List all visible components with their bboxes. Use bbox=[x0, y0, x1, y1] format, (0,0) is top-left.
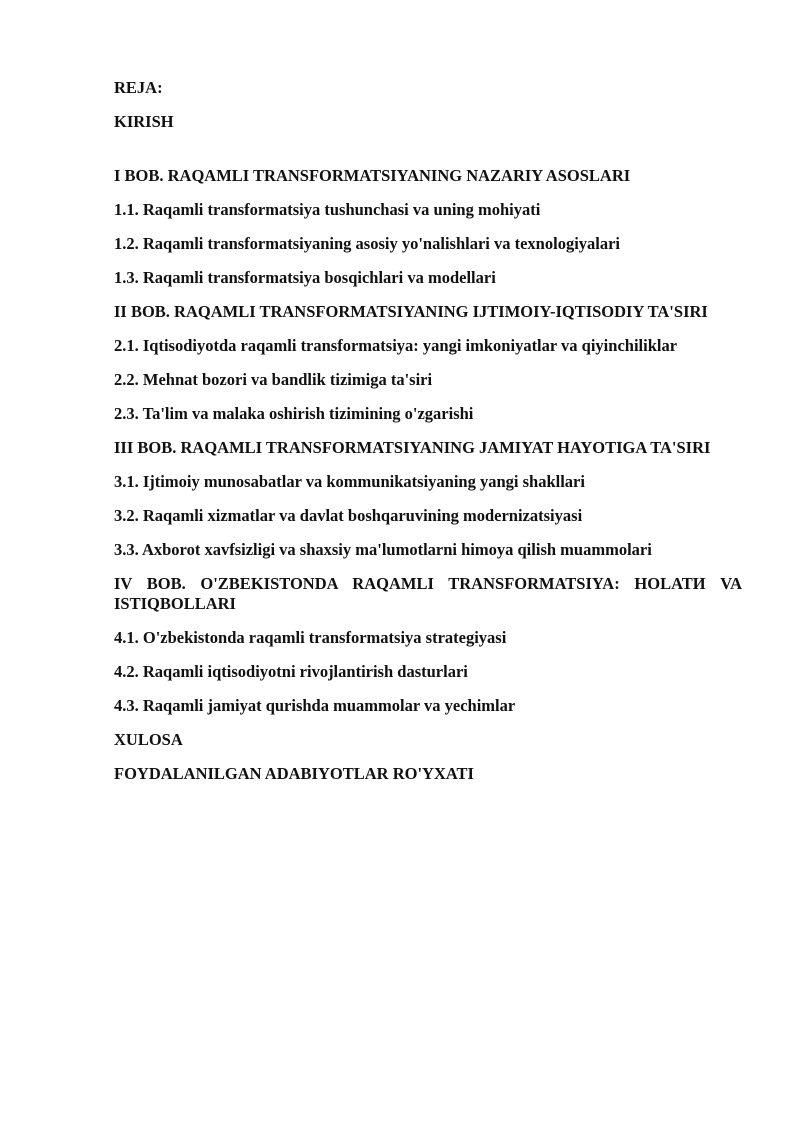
toc-entry: 1.3. Raqamli transformatsiya bosqichlari va modellari bbox=[114, 268, 496, 287]
toc-entry: 2.3. Ta'lim va malaka oshirish tizimining o'zgarishi bbox=[114, 404, 474, 423]
toc-entry: 4.3. Raqamli jamiyat qurishda muammolar va yechimlar bbox=[114, 696, 516, 715]
toc-entry: I BOB. RAQAMLI TRANSFORMATSIYANING NAZARIY ASOSLARI bbox=[114, 166, 631, 185]
toc-entry: XULOSA bbox=[114, 730, 183, 749]
toc-entry: FOYDALANILGAN ADABIYOTLAR RO'YXATI bbox=[114, 764, 474, 783]
toc-entry: KIRISH bbox=[114, 112, 174, 131]
toc-entry: 3.1. Ijtimoiy munosabatlar va kommunikatsiyaning yangi shakllari bbox=[114, 472, 585, 491]
toc-entry: 3.3. Axborot xavfsizligi va shaxsiy ma'lumotlarni himoya qilish muammolari bbox=[114, 540, 652, 559]
toc-entry: II BOB. RAQAMLI TRANSFORMATSIYANING IJTIMOIY-IQTISODIY TA'SIRI bbox=[114, 302, 708, 321]
toc-entry: 2.2. Mehnat bozori va bandlik tizimiga ta'siri bbox=[114, 370, 433, 389]
toc-entry: 1.2. Raqamli transformatsiyaning asosiy yo'nalishlari va texnologiyalari bbox=[114, 234, 621, 253]
toc-entry: REJA: bbox=[114, 78, 163, 97]
toc-entry: 4.1. O'zbekistonda raqamli transformatsiya strategiyasi bbox=[114, 628, 507, 647]
document-page bbox=[114, 78, 742, 784]
toc-entry: 2.1. Iqtisodiyotda raqamli transformatsiya: yangi imkoniyatlar va qiyinchiliklar bbox=[114, 336, 678, 355]
toc-entry: 3.2. Raqamli xizmatlar va davlat boshqaruvining modernizatsiyasi bbox=[114, 506, 583, 525]
toc-entry: 4.2. Raqamli iqtisodiyotni rivojlantirish dasturlari bbox=[114, 662, 468, 681]
toc-entry: III BOB. RAQAMLI TRANSFORMATSIYANING JAMIYAT HAYOTIGA TA'SIRI bbox=[114, 438, 711, 457]
toc-entry: IV BOB. O'ZBEKISTONDA RAQAMLI TRANSFORMATSIYA: HOLATИ VA ISTIQBOLLARI bbox=[114, 574, 742, 613]
toc-entry: 1.1. Raqamli transformatsiya tushunchasi va uning mohiyati bbox=[114, 200, 541, 219]
table-of-contents bbox=[114, 78, 742, 784]
